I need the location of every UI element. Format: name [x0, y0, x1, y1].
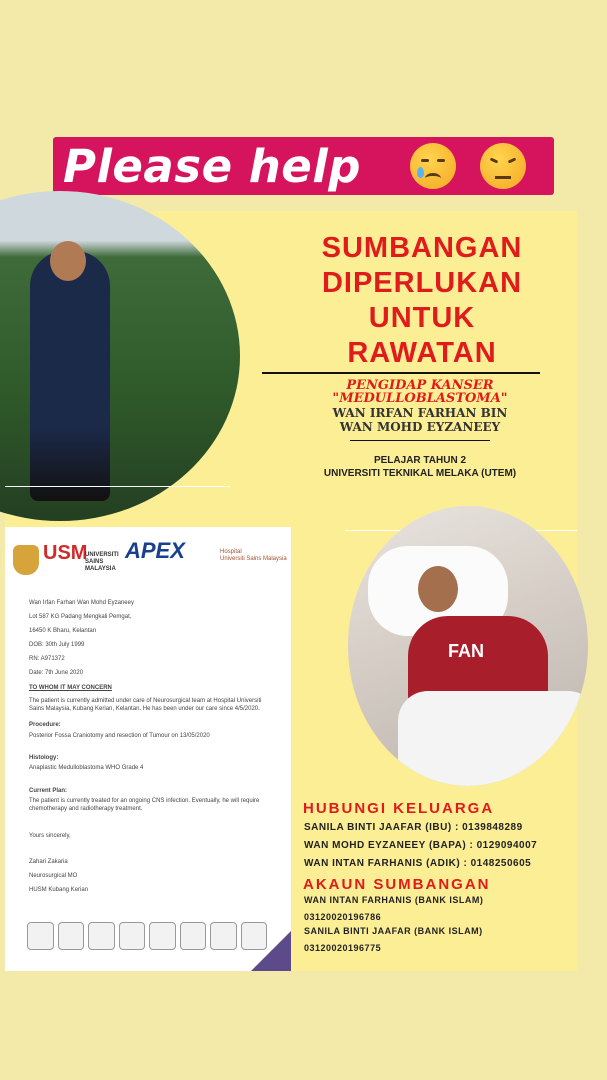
- accreditation-logos: [27, 922, 267, 950]
- condition-line2: "MEDULLOBLASTOMA": [332, 391, 508, 406]
- account-line-2: 03120020196786: [304, 912, 382, 922]
- confounded-face-icon: [480, 143, 526, 189]
- account-line-3: SANILA BINTI JAAFAR (BANK ISLAM): [304, 926, 483, 936]
- contact-heading: HUBUNGI KELUARGA: [303, 800, 495, 817]
- letter-signature: Yours sincerely, Zahari Zakaria Neurosurgical MO HUSM Kubang Kerian: [29, 833, 89, 893]
- plan-heading: Current Plan:: [29, 788, 68, 794]
- contact-line-1: SANILA BINTI JAAFAR (IBU) : 0139848289: [304, 822, 523, 833]
- patient-name-line2: WAN MOHD EYZANEEY: [339, 420, 501, 434]
- medical-letter: [5, 527, 291, 971]
- hospital-name: Hospital Universiti Sains Malaysia: [220, 549, 287, 562]
- histology-heading: Histology:: [29, 755, 59, 761]
- letter-body: The patient is currently admitted under care of Neurosurgical team at Hospital Universiti Sains Malaysia, Kubang Kerian, Kelantan. He has been under our care since 4/5/2020.: [29, 698, 262, 712]
- contact-line-3: WAN INTAN FARHANIS (ADIK) : 0148250605: [304, 858, 532, 869]
- account-line-1: WAN INTAN FARHANIS (BANK ISLAM): [304, 895, 484, 905]
- donation-poster: [5, 211, 577, 971]
- crying-face-icon: [410, 143, 456, 189]
- title-divider: [262, 372, 540, 374]
- apex-logo: APEX: [125, 538, 185, 563]
- student-line1: PELAJAR TAHUN 2: [373, 455, 467, 466]
- letter-salutation: TO WHOM IT MAY CONCERN: [29, 685, 112, 691]
- please-help-banner: [53, 137, 554, 195]
- patient-photo-hospital: [348, 506, 588, 786]
- malaysia-crest-icon: [13, 545, 39, 575]
- contact-line-2: WAN MOHD EYZANEEY (BAPA) : 0129094007: [304, 840, 538, 851]
- plan-text: The patient is currently treated for an ongoing CNS infection. Eventually, he will require chemotherapy and radiotherapy treatment.: [29, 798, 260, 812]
- usm-logo: USM: [43, 542, 88, 564]
- histology-text: Anaplastic Medulloblastoma WHO Grade 4: [29, 765, 144, 771]
- usm-logo-subtext: UNIVERSITI SAINS MALAYSIA: [85, 552, 119, 572]
- procedure-text: Posterior Fossa Craniotomy and resection of Tumour on 13/05/2020: [29, 733, 210, 739]
- banner-text: Please help: [63, 139, 361, 193]
- corner-decoration: [251, 931, 291, 971]
- shirt-text: FAN: [448, 641, 484, 661]
- patient-name-line1: WAN IRFAN FARHAN BIN: [332, 406, 508, 420]
- poster-title: SUMBANGAN DIPERLUKAN UNTUK RAWATAN: [321, 232, 523, 369]
- account-heading: AKAUN SUMBANGAN: [303, 876, 491, 893]
- condition-line1: PENGIDAP KANSER: [346, 378, 494, 393]
- procedure-heading: Procedure:: [29, 722, 61, 728]
- letter-address: Wan Irfan Farhan Wan Mohd Eyzaneey Lot 587 KG Padang Mengkali Pemgat, 16450 K Bharu, Kelantan DOB: 30th July 1999 RN: A971372 Date: 7th June 2020: [29, 600, 134, 676]
- account-line-4: 03120020196775: [304, 943, 382, 953]
- student-line2: UNIVERSITI TEKNIKAL MELAKA (UTEM): [323, 468, 517, 479]
- name-divider: [350, 440, 490, 441]
- patient-photo-standing: [0, 191, 240, 521]
